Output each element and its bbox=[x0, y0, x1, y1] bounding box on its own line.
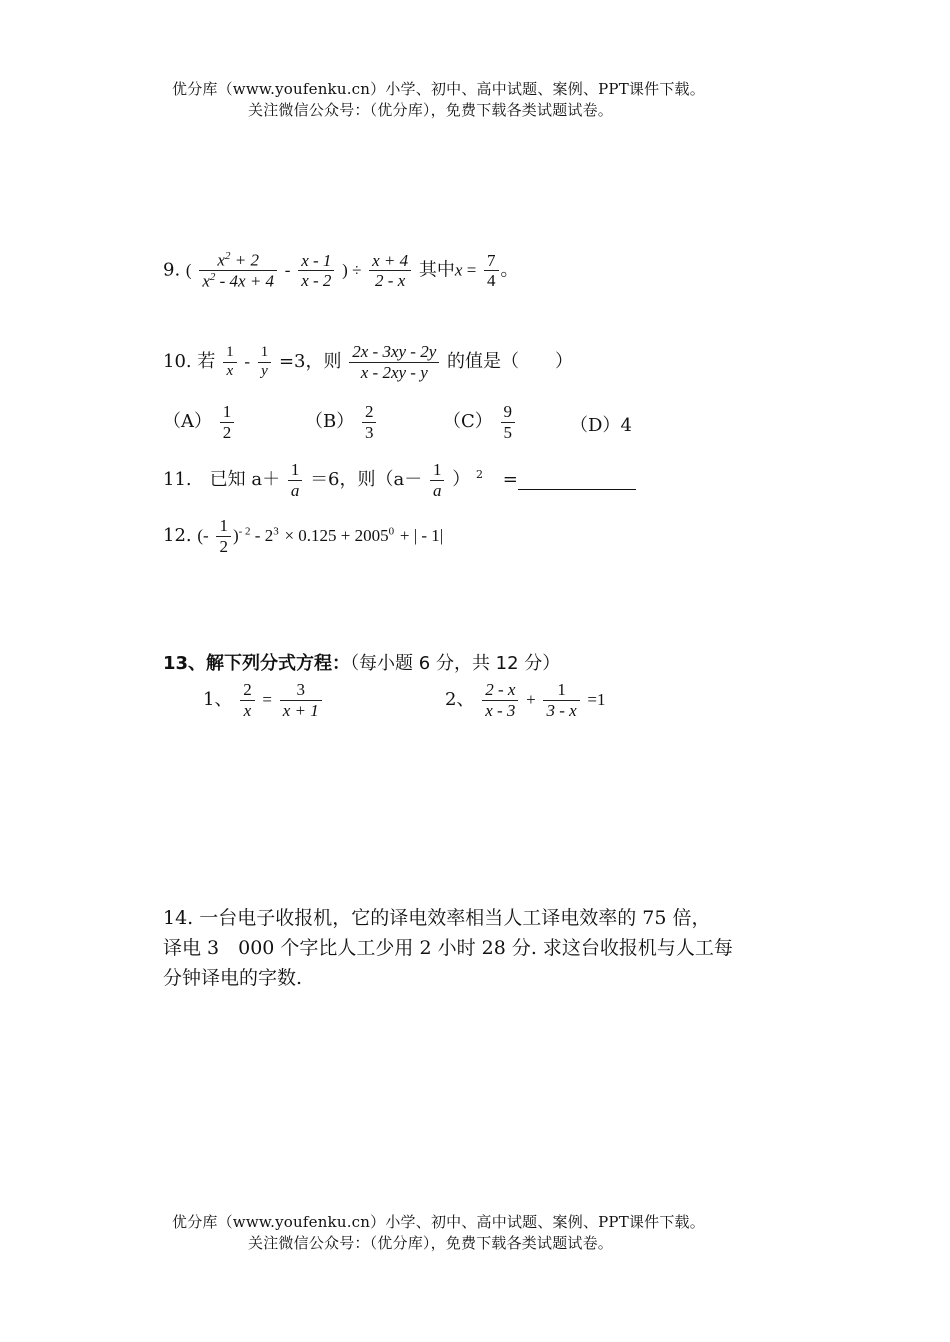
q13-eq2-label: 2、 bbox=[445, 689, 475, 711]
q10-main-fraction bbox=[349, 342, 439, 382]
q14-line-2: 译电 3 000 个字比人工少用 2 小时 28 分. 求这台收报机与人工每 bbox=[163, 937, 733, 959]
q13-eq2-b: $\frac{1}{3 - x}$ bbox=[543, 680, 579, 720]
q14-line-3: 分钟译电的字数. bbox=[163, 967, 303, 989]
q11-power: 2 bbox=[475, 468, 483, 482]
q10-option-d-value: 4 bbox=[620, 415, 632, 436]
q10-option-a-frac: $\frac{1}{2}$ bbox=[220, 402, 235, 442]
q9-x-num: 7 bbox=[484, 251, 499, 272]
q13-note: （每小题 6 分，共 12 分） bbox=[350, 653, 561, 674]
q9-f3-den: 2 - x bbox=[375, 271, 406, 291]
q12-frac: $\frac{1}{2}$ bbox=[216, 516, 231, 556]
q13-eq1-rhs: $\frac{3}{x + 1}$ bbox=[280, 680, 322, 720]
q10-option-c-frac: $\frac{9}{5}$ bbox=[501, 402, 516, 442]
q9-where: 其中 bbox=[418, 259, 455, 281]
q9-f2-den: x - 2 bbox=[301, 271, 332, 291]
q9-x-den: 4 bbox=[487, 271, 496, 291]
q10-option-d-label: （D） bbox=[570, 415, 621, 436]
q9-f3-num: x + 4 bbox=[369, 251, 411, 272]
q11-mid: ＝6，则（a－ bbox=[310, 469, 423, 491]
q14-line-1: 14. 一台电子收报机，它的译电效率相当人工译电效率的 75 倍， bbox=[163, 907, 711, 929]
footer-line-1: 优分库（www.youfenku.cn）小学、初中、高中试题、案例、PPT课件下载。 bbox=[172, 1213, 705, 1231]
q9-number: 9. bbox=[163, 259, 181, 281]
q10-suffix: 的值是（ ） bbox=[447, 351, 573, 373]
header-line-1: 优分库（www.youfenku.cn）小学、初中、高中试题、案例、PPT课件下载。 bbox=[172, 80, 705, 98]
question-12: 12. (- $\frac{1}{2}$ )$^{- 2} - 2^3 \times 0.125 + 2005^0$ + | - 1| bbox=[163, 516, 444, 556]
q12-expr-tail: × 0.125 + 2005 bbox=[284, 526, 389, 546]
q9-fraction-2 bbox=[298, 251, 334, 291]
q11-frac-1: $\frac{1}{a}$ bbox=[288, 460, 303, 500]
q9-f1-num: $x^2 + 2$ bbox=[199, 250, 277, 271]
q11-frac-2: $\frac{1}{a}$ bbox=[430, 460, 445, 500]
q12-abs: + | - 1| bbox=[399, 526, 444, 546]
q9-fraction-3 bbox=[369, 251, 411, 291]
q10-option-c-label: （C） bbox=[443, 411, 493, 433]
q13-equation-1: 1、 $\frac{2}{x}$ = $\frac{3}{x + 1}$ bbox=[203, 680, 324, 720]
q12-prefix: 12. bbox=[163, 525, 192, 547]
question-11 bbox=[163, 460, 636, 500]
question-10: 10. 若 $\frac{1}{x}$ - $\frac{1}{y}$ =3，则 $\frac{2x - 3xy - 2y}{x - 2xy - y}$ 的值是（ ） bbox=[163, 342, 573, 382]
q10-cond-frac-2: $\frac{1}{y}$ bbox=[258, 344, 272, 380]
q11-prefix: 11. 已知 a＋ bbox=[163, 469, 281, 491]
q10-main-den: x - 2xy - y bbox=[360, 362, 428, 382]
q11-suffix: ） bbox=[452, 469, 471, 491]
q10-cond-frac-1: $\frac{1}{x}$ bbox=[223, 344, 237, 380]
q9-fraction-1 bbox=[199, 250, 277, 291]
q10-option-b-frac: $\frac{2}{3}$ bbox=[362, 402, 377, 442]
q10-option-a bbox=[163, 402, 236, 442]
q9-f2-num: x - 1 bbox=[298, 251, 334, 272]
q10-option-b-label: （B） bbox=[305, 411, 355, 433]
q10-prefix: 10. 若 bbox=[163, 351, 216, 373]
q10-option-c bbox=[443, 402, 517, 442]
q9-f1-den: $x^2 - 4x + 4$ bbox=[202, 271, 275, 291]
q13-eq1-lhs: $\frac{2}{x}$ bbox=[240, 680, 255, 720]
q10-option-a-label: （A） bbox=[163, 411, 212, 433]
question-9: 9. ( $\frac{x^2 + 2}{x^2 - 4x + 4}$ - $\frac{x - 1}{x - 2}$ ) ÷ $\frac{x + 4}{2 - x}$ 其中x = $\frac{7}{4}$ 。 bbox=[163, 250, 519, 291]
q10-option-d bbox=[570, 411, 632, 437]
q13-eq2-a: $\frac{2 - x}{x - 3}$ bbox=[482, 680, 518, 720]
question-13-title bbox=[163, 649, 560, 675]
q13-equation-2: 2、 $\frac{2 - x}{x - 3}$ + $\frac{1}{3 - x}$ =1 bbox=[445, 680, 606, 720]
q9-x-value bbox=[484, 251, 499, 291]
q10-option-b bbox=[305, 402, 378, 442]
footer-line-2: 关注微信公众号：（优分库），免费下载各类试题试卷。 bbox=[248, 1234, 614, 1252]
q13-eq2-rhs: =1 bbox=[587, 690, 606, 710]
q10-cond-rhs: =3，则 bbox=[278, 351, 342, 373]
q10-main-num: 2x - 3xy - 2y bbox=[349, 342, 439, 363]
q11-equals: = bbox=[502, 469, 518, 491]
q13-title: 13、解下列分式方程： bbox=[163, 653, 351, 674]
q13-eq1-label: 1、 bbox=[203, 689, 233, 711]
answer-blank[interactable] bbox=[518, 471, 636, 490]
header-line-2: 关注微信公众号：（优分库），免费下载各类试题试卷。 bbox=[248, 101, 614, 119]
